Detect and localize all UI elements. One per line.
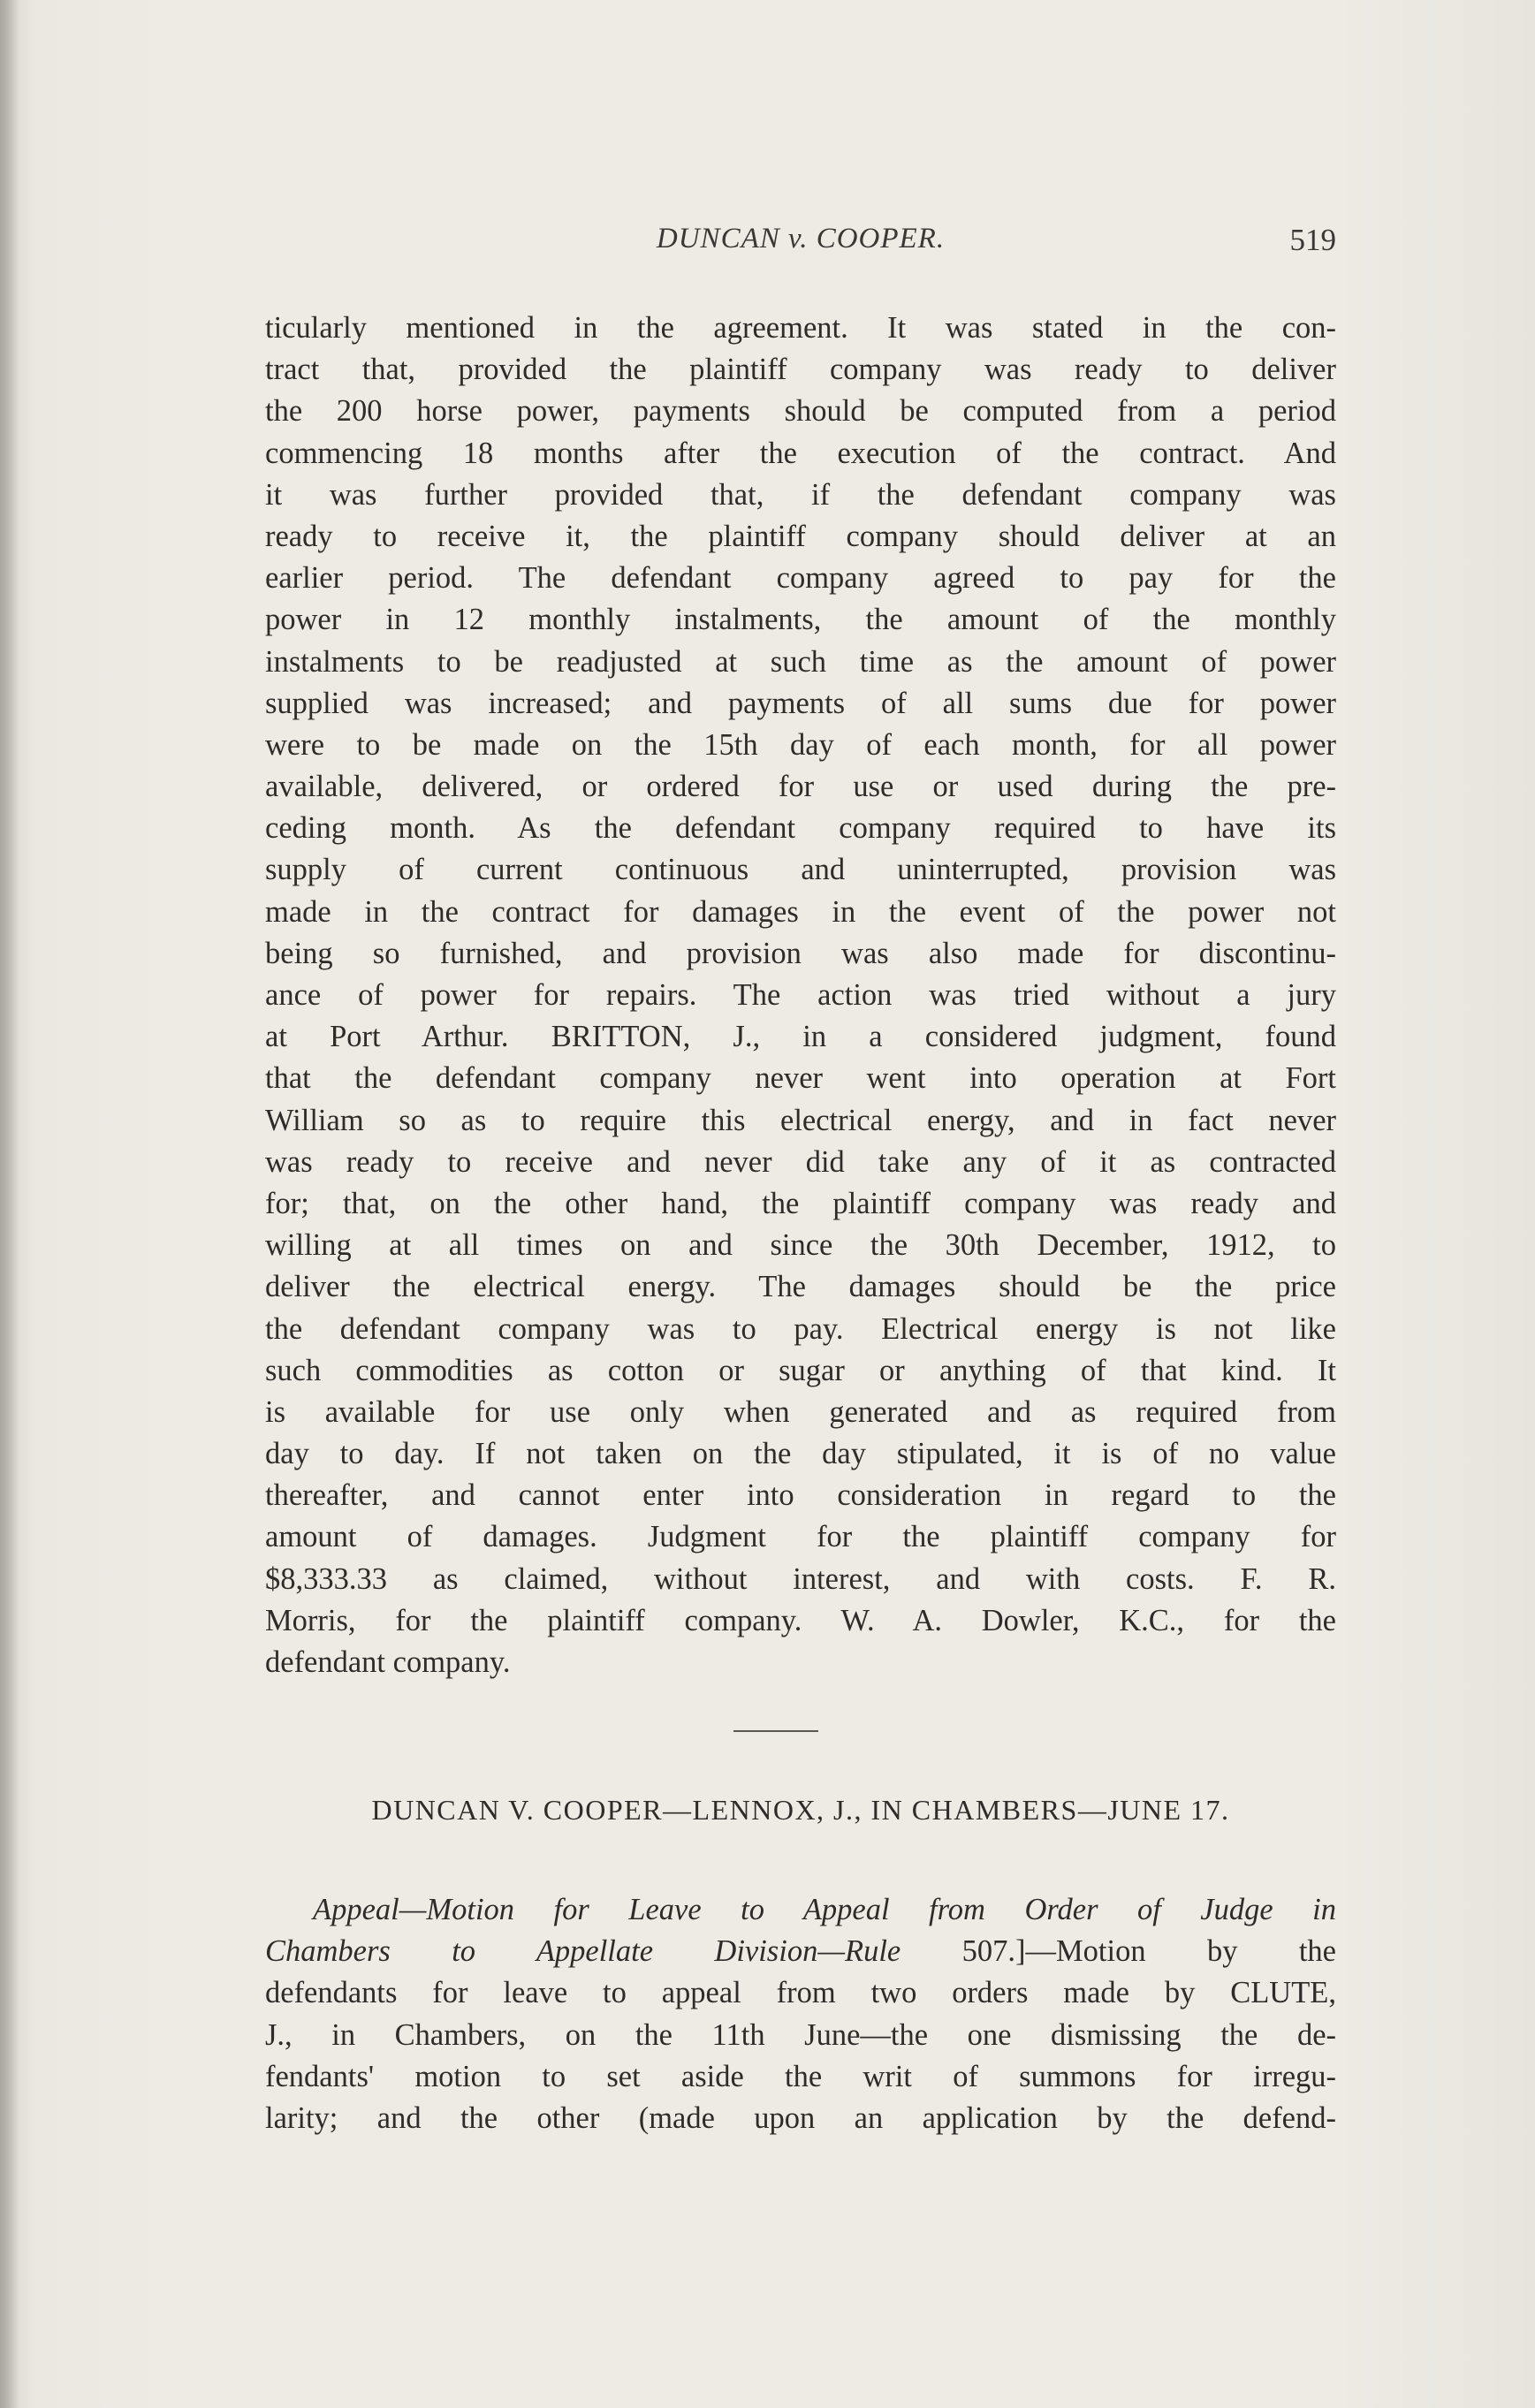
text-line: earlier period. The defendant company agreed to pay for the: [265, 561, 1336, 596]
page-number: 519: [1289, 223, 1336, 257]
text-line: thereafter, and cannot enter into consideration in regard to the: [265, 1478, 1336, 1513]
text-line: made in the contract for damages in the event of the power not: [265, 894, 1336, 929]
text-line: J., in Chambers, on the 11th June—the one dismissing the de-: [265, 2017, 1336, 2052]
body-paragraph: [265, 308, 1336, 1683]
text-line: power in 12 monthly instalments, the amount of the monthly: [265, 603, 1336, 637]
text-line: that the defendant company never went into operation at Fort: [265, 1061, 1336, 1096]
text-line: fendants' motion to set aside the writ of summons for irregu-: [265, 2059, 1336, 2093]
text-line: being so furnished, and provision was also made for discontinu-: [265, 936, 1336, 970]
headnote-rule-text: 507.]—Motion by the: [900, 1934, 1336, 1969]
text-line: Morris, for the plaintiff company. W. A. Dowler, K.C., for the: [265, 1603, 1336, 1637]
headnote-line: [265, 1889, 1336, 1931]
running-head-title: DUNCAN v. COOPER.: [656, 223, 946, 254]
text-line: at Port Arthur. BRITTON, J., in a considered judgment, found: [265, 1020, 1336, 1054]
text-line: such commodities as cotton or sugar or anything of that kind. It: [265, 1353, 1336, 1387]
case-heading: DUNCAN V. COOPER—LENNOX, J., IN CHAMBERS—JUNE 17.: [371, 1794, 1230, 1826]
text-line: deliver the electrical energy. The damages should be the price: [265, 1270, 1336, 1304]
headnote-paragraph: [265, 1889, 1336, 2139]
text-line: day to day. If not taken on the day stipulated, it is of no value: [265, 1437, 1336, 1471]
text-line: $8,333.33 as claimed, without interest, and with costs. F. R.: [265, 1561, 1336, 1596]
binding-gutter-shadow: [0, 0, 19, 2408]
text-line: for; that, on the other hand, the plaintiff company was ready and: [265, 1186, 1336, 1220]
text-line: William so as to require this electrical energy, and in fact never: [265, 1103, 1336, 1137]
headnote-line: [265, 1931, 1336, 1972]
text-line: were to be made on the 15th day of each month, for all power: [265, 727, 1336, 762]
text-line: amount of damages. Judgment for the plaintiff company for: [265, 1520, 1336, 1554]
text-line: ceding month. As the defendant company required to have its: [265, 811, 1336, 846]
text-line: ance of power for repairs. The action was tried without a jury: [265, 978, 1336, 1012]
text-line: defendants for leave to appeal from two orders made by CLUTE,: [265, 1976, 1336, 2010]
text-line: larity; and the other (made upon an application by the defend-: [265, 2100, 1336, 2135]
section-divider-rule: [733, 1730, 818, 1732]
text-line: the 200 horse power, payments should be computed from a period: [265, 394, 1336, 429]
text-line: instalments to be readjusted at such time as the amount of power: [265, 644, 1336, 679]
text-line: was ready to receive and never did take any of it as contracted: [265, 1144, 1336, 1179]
text-line: tract that, provided the plaintiff company was ready to deliver: [265, 353, 1336, 387]
text-line: it was further provided that, if the defendant company was: [265, 477, 1336, 512]
text-line: commencing 18 months after the execution of the contract. And: [265, 436, 1336, 470]
text-line: ticularly mentioned in the agreement. It was stated in the con-: [265, 311, 1336, 345]
text-line: supplied was increased; and payments of all sums due for power: [265, 686, 1336, 720]
text-line: supply of current continuous and uninterrupted, provision was: [265, 853, 1336, 887]
text-line: is available for use only when generated and as required from: [265, 1394, 1336, 1429]
running-head: [265, 223, 1336, 267]
text-line: ready to receive it, the plaintiff company should deliver at an: [265, 519, 1336, 553]
text-line: the defendant company was to pay. Electrical energy is not like: [265, 1311, 1336, 1346]
text-line: willing at all times on and since the 30th December, 1912, to: [265, 1228, 1336, 1263]
text-line: defendant company.: [265, 1645, 511, 1679]
text-line: available, delivered, or ordered for use or used during the pre-: [265, 770, 1336, 804]
headnote-italic-text: Appeal—Motion for Leave to Appeal from Order of Judge in: [313, 1893, 1336, 1926]
headnote-italic-text: Chambers to Appellate Division—Rule: [265, 1934, 901, 1969]
